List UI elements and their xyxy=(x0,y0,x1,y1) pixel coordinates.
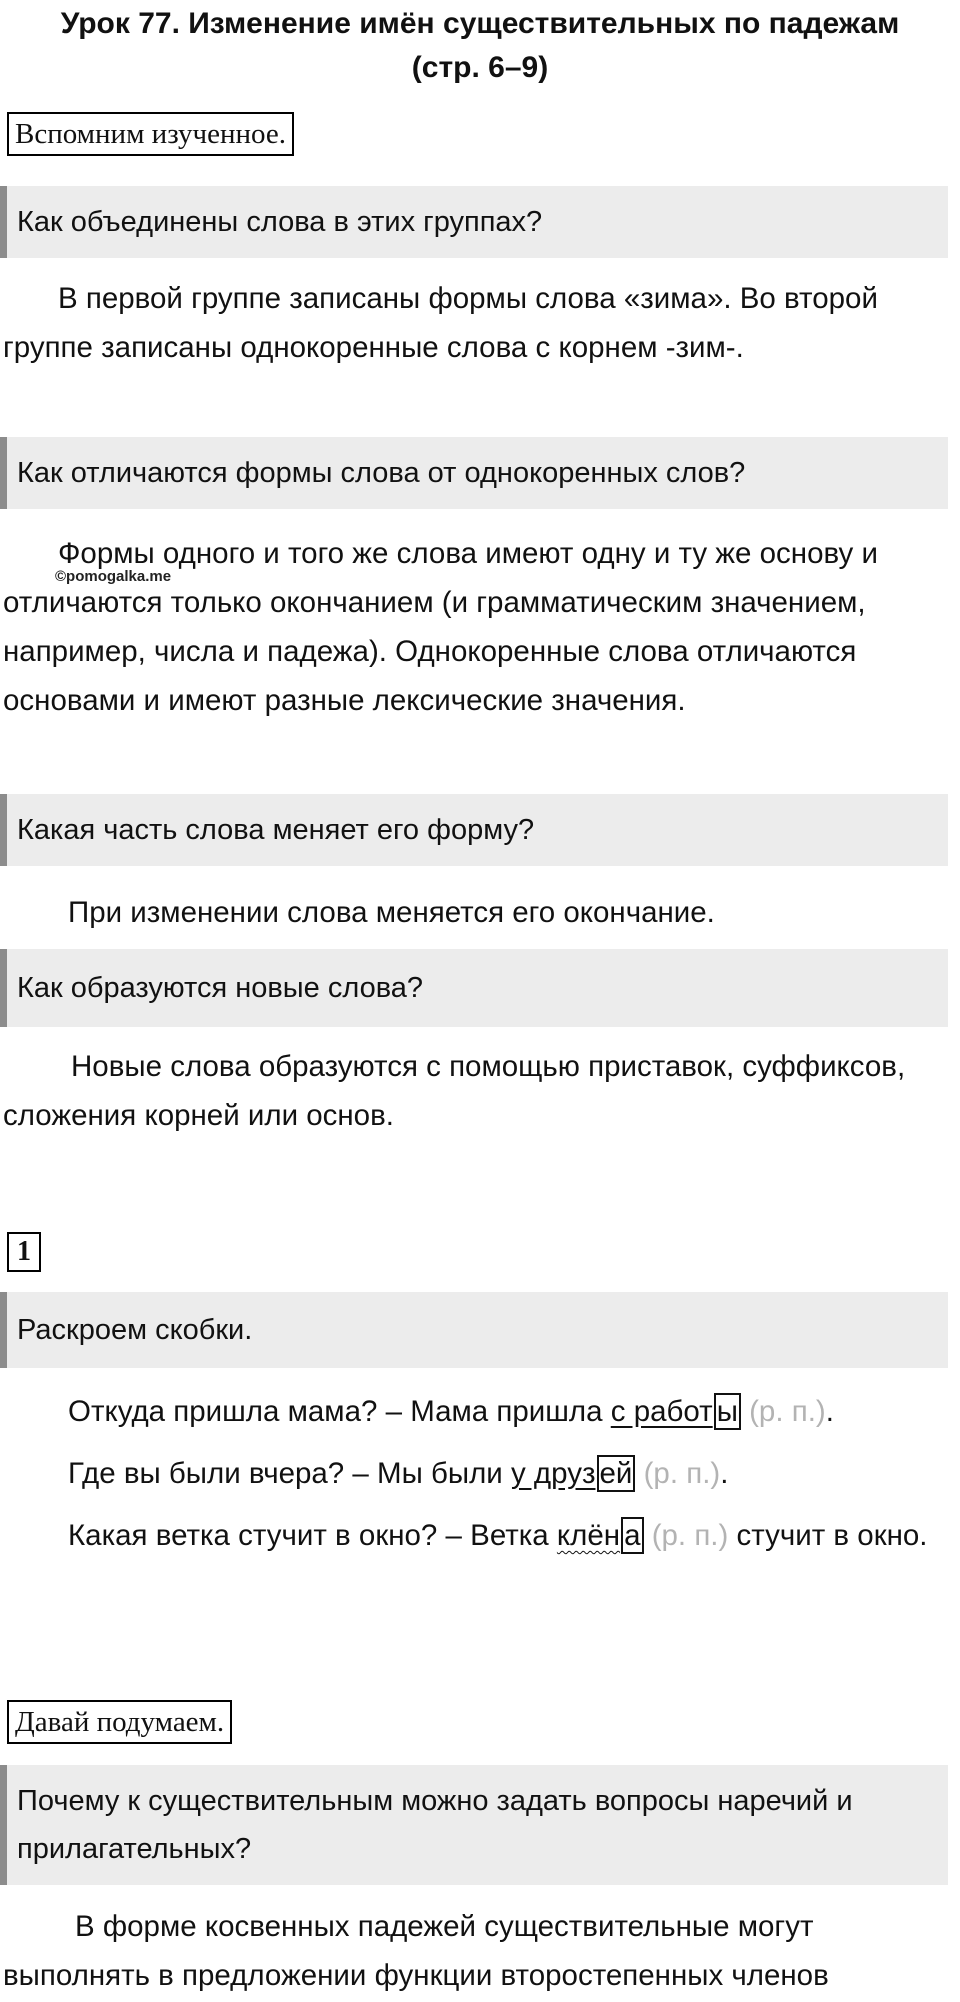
line-3-tail: стучит в окно. xyxy=(728,1519,928,1552)
answer-1 xyxy=(3,274,943,372)
line-2-ending: ей xyxy=(597,1455,636,1492)
title-line-2: (стр. 6–9) xyxy=(411,51,549,84)
exercise-number: 1 xyxy=(7,1232,41,1272)
watermark: ©pomogalka.me xyxy=(55,568,172,585)
think-label: Давай подумаем. xyxy=(7,1700,232,1744)
exercise-line-3 xyxy=(3,1511,943,1560)
think-answer-text: В форме косвенных падежей существительные могут выполнять в предложении функции второстепенных членов xyxy=(3,1910,829,1992)
exercise-line-1 xyxy=(68,1387,948,1436)
exercise-prompt-bar xyxy=(0,1292,948,1368)
page-title xyxy=(0,2,960,90)
answer-4 xyxy=(3,1042,943,1140)
question-bar-3 xyxy=(0,794,948,866)
answer-2 xyxy=(3,529,943,725)
question-bar-1 xyxy=(0,186,948,258)
line-1-tail: . xyxy=(825,1395,834,1428)
think-answer xyxy=(3,1902,943,2000)
line-1-case: (р. п.) xyxy=(749,1395,826,1428)
line-1-ending: ы xyxy=(714,1393,741,1430)
answer-3: При изменении слова меняется его окончание. xyxy=(68,896,715,929)
line-3-ending: а xyxy=(621,1517,643,1554)
line-2-tail: . xyxy=(720,1457,729,1490)
line-2-question: Где вы были вчера? – Мы были xyxy=(68,1457,511,1490)
line-1-stem: с работ xyxy=(610,1395,713,1428)
answer-1-text: В первой группе записаны формы слова «зима». Во второй группе записаны однокоренные слова с корнем -зим-. xyxy=(3,282,878,364)
question-bar-4 xyxy=(0,949,948,1027)
recall-label: Вспомним изученное. xyxy=(7,112,294,156)
question-3-text: Какая часть слова меняет его форму? xyxy=(17,814,535,846)
question-2-text: Как отличаются формы слова от однокоренных слов? xyxy=(17,457,746,489)
think-question-bar xyxy=(0,1765,948,1885)
exercise-line-2 xyxy=(68,1449,948,1498)
line-3-stem: клён xyxy=(556,1519,621,1552)
line-2-case: (р. п.) xyxy=(643,1457,721,1490)
answer-4-text: Новые слова образуются с помощью приставок, суффиксов, сложения корней или основ. xyxy=(3,1050,906,1132)
think-question-text: Почему к существительным можно задать вопросы наречий и прилагательных? xyxy=(17,1785,853,1865)
line-3-case: (р. п.) xyxy=(651,1519,729,1552)
exercise-prompt-text: Раскроем скобки. xyxy=(17,1314,253,1346)
question-bar-2 xyxy=(0,437,948,509)
line-3-question: Какая ветка стучит в окно? – Ветка xyxy=(68,1519,557,1552)
question-1-text: Как объединены слова в этих группах? xyxy=(17,206,543,238)
answer-2-text: Формы одного и того же слова имеют одну и ту же основу и отличаются только окончанием (и грамматическим значением, например, числа и падежа). Однокоренные слова отличаются основами и имеют разные лексические значения. xyxy=(3,537,878,717)
line-2-stem: у друз xyxy=(510,1457,596,1490)
question-4-text: Как образуются новые слова? xyxy=(17,972,424,1004)
line-1-question: Откуда пришла мама? – Мама пришла xyxy=(68,1395,611,1428)
title-line-1: Урок 77. Изменение имён существительных по падежам xyxy=(60,7,900,40)
